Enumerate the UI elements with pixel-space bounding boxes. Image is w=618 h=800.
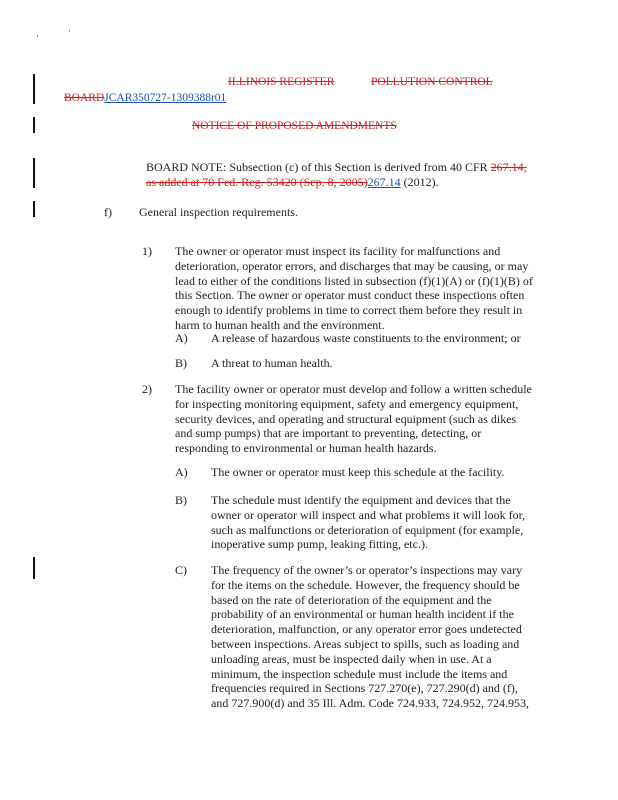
item-2-paragraph — [175, 382, 547, 456]
text-line: owner or operator will inspect and what problems it will look for, — [211, 507, 526, 522]
text-line: deterioration, malfunction, or any operator error goes undetected — [211, 622, 522, 637]
text-line: for the items on the schedule. However, the frequency should be — [211, 577, 520, 592]
section-f-title: General inspection requirements. — [139, 205, 298, 219]
board-note-tail: (2012). — [400, 174, 439, 189]
text-line: frequencies required in Sections 727.270(e), 727.290(d) and (f), — [211, 681, 518, 696]
text-line: security devices, and operating and structural equipment (such as dikes — [175, 411, 517, 426]
item-1-A-label: A) — [175, 331, 188, 345]
text-line: The schedule must identify the equipment and devices that the — [211, 493, 511, 507]
document-id: JCAR350727-1309388r01 — [104, 92, 227, 104]
text-line: The frequency of the owner’s or operator’s inspections may vary — [211, 563, 523, 577]
text-line: inoperative sump pump, leaking fitting, etc.). — [211, 537, 428, 552]
item-2-number: 2) — [142, 382, 152, 396]
text-line: such as malfunctions or deterioration of equipment (for example, — [211, 522, 524, 537]
text-line: enough to identify problems in time to correct them before they result in — [175, 303, 523, 318]
item-1-A-text: A release of hazardous waste constituents to the environment; or — [211, 331, 521, 345]
text-line: this Section. The owner or operator must conduct these inspections often — [175, 288, 525, 303]
scan-speck — [37, 35, 38, 37]
text-line: and 727.900(d) and 35 Ill. Adm. Code 724.933, 724.952, 724.953, — [211, 696, 529, 711]
change-bar — [33, 201, 35, 217]
item-1-number: 1) — [142, 244, 152, 258]
item-2-A-label: A) — [175, 465, 188, 479]
text-line: unloading areas, must be inspected daily when in use. At a — [211, 651, 492, 666]
section-f-label: f) — [104, 205, 112, 219]
text-line: The facility owner or operator must develop and follow a written schedule — [175, 382, 532, 396]
text-line: deterioration, operator errors, and discharges that may be causing, or may — [175, 258, 529, 273]
board-note-deleted-citation: 267.14, as added at 70 Fed. Reg. 53420 (Sep. 8, 2005) — [146, 160, 527, 189]
change-bar — [33, 557, 35, 579]
text-line: responding to environmental or human health hazards. — [175, 441, 437, 456]
item-2-A-text: The owner or operator must keep this schedule at the facility. — [211, 465, 505, 479]
board-note-inserted-citation: 267.14 — [367, 174, 401, 189]
text-line: probability of an environmental or human health incident if the — [211, 607, 514, 622]
text-line: minimum, the inspection schedule must include the items and — [211, 666, 508, 681]
scan-speck — [69, 30, 70, 32]
text-line: between inspections. Areas subject to spills, such as loading and — [211, 636, 520, 651]
change-bar — [33, 74, 35, 104]
notice-title: NOTICE OF PROPOSED AMENDMENTS — [192, 120, 397, 132]
board-note-lead: BOARD NOTE: Subsection (c) of this Section is derived from 40 CFR — [146, 160, 491, 174]
board-note — [146, 160, 536, 190]
item-1-paragraph — [175, 244, 547, 333]
item-2-B-label: B) — [175, 493, 187, 507]
register-title: ILLINOIS REGISTER — [228, 76, 335, 88]
item-2-B-paragraph — [211, 493, 541, 552]
change-bar — [33, 158, 35, 188]
change-bar — [33, 117, 35, 133]
item-2-C-paragraph — [211, 563, 541, 711]
item-1-B-text: A threat to human health. — [211, 356, 333, 370]
text-line: lead to either of the conditions listed in subsection (f)(1)(A) or (f)(1)(B) of — [175, 273, 533, 288]
text-line: and sump pumps) that are important to preventing, detecting, or — [175, 426, 482, 441]
text-line: harm to human health and the environment. — [175, 317, 385, 332]
item-2-C-label: C) — [175, 563, 187, 577]
header-line-2 — [64, 92, 226, 104]
board-name-tail: BOARD — [64, 92, 105, 104]
text-line: The owner or operator must inspect its facility for malfunctions and — [175, 244, 501, 258]
item-1-B-label: B) — [175, 356, 187, 370]
text-line: for inspecting monitoring equipment, safety and emergency equipment, — [175, 396, 519, 411]
board-name: POLLUTION CONTROL — [371, 76, 493, 88]
text-line: based on the rate of deterioration of the equipment and the — [211, 592, 492, 607]
